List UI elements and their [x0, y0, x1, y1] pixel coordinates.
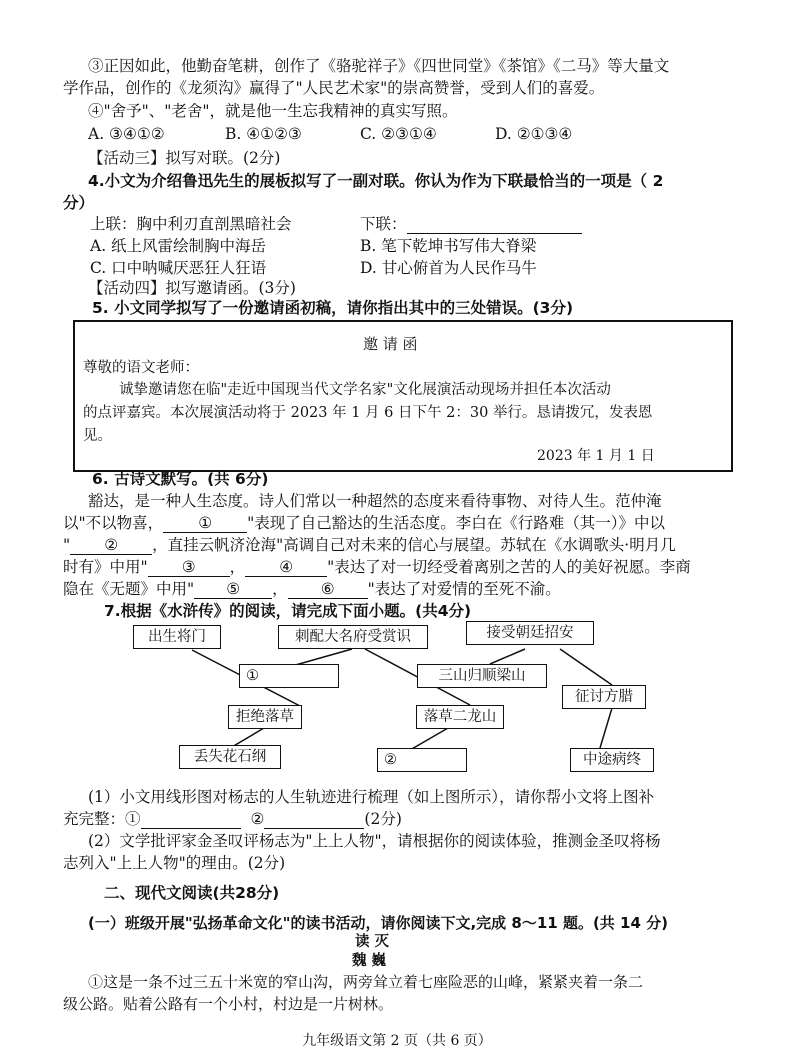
article-title: 读 灭: [355, 933, 390, 950]
q7-answer-2-blank[interactable]: [264, 810, 364, 829]
connector-n6-n11: [600, 708, 612, 748]
q6-line4-text-c: "表达了对一切经受着离别之苦的人的美好祝愿。李商: [327, 558, 691, 576]
q7-sub1-score: (2分): [364, 810, 402, 828]
q4-option-b: B. 笔下乾坤书写伟大脊梁: [360, 237, 537, 255]
page-footer: 九年级语文第 2 页（共 6 页）: [302, 1033, 492, 1049]
q4-option-c: C. 口中呐喊厌恶狂人狂语: [90, 259, 267, 277]
activity3-heading: 【活动三】拟写对联。(2分): [88, 149, 281, 167]
letter-salutation: 尊敬的语文老师：: [83, 360, 199, 376]
q4-stem-line1: 4.小文为介绍鲁迅先生的展板拟写了一副对联。你认为作为下联最恰当的一项是（ 2: [88, 172, 664, 190]
node-accept-amnesty: 接受朝廷招安: [466, 621, 594, 645]
node-campaign-fangla: 征讨方腊: [562, 685, 646, 709]
part1-stem: (一）班级开展"弘扬革命文化"的读书活动，请你阅读下文,完成 8～11 题。(共 14 分): [88, 914, 668, 932]
q6-line5-text-a: 隐在《无题》中用": [63, 580, 195, 598]
q3-sentence3-line2: 学作品，创作的《龙须沟》赢得了"人民艺术家"的崇高赞誉，受到人们的喜爱。: [63, 79, 605, 97]
node-born-general-family: 出生将门: [133, 625, 221, 649]
node-lost-stone-convoy: 丢失花石纲: [179, 745, 281, 769]
q7-sub1-line1: (1）小文用线形图对杨志的人生轨迹进行梳理（如上图所示），请你帮小文将上图补: [88, 788, 655, 806]
letter-body-line2: 的点评嘉宾。本次展演活动将于 2023 年 1 月 6 日下午 2：30 举行。恳请拨冗，发表恩: [83, 405, 653, 421]
article-p1-line1: ①这是一条不过三五十米宽的窄山沟，两旁耸立着七座险恶的山峰，紧紧夹着一条二: [88, 973, 644, 991]
q4-upper-couplet: 上联：胸中利刃直剖黑暗社会: [90, 215, 292, 233]
q6-blank-3[interactable]: ③: [148, 558, 230, 577]
q6-line3-text-a: ": [63, 536, 71, 554]
connector-n8-n10: [410, 728, 448, 750]
letter-title: 邀 请 函: [363, 335, 418, 353]
q7-stem: 7.根据《水浒传》的阅读，请完成下面小题。(共4分): [104, 602, 472, 620]
q7-answer-1-blank[interactable]: [141, 810, 241, 829]
activity4-heading: 【活动四】拟写邀请函。(3分): [88, 279, 296, 297]
node-three-mountains: 三山归顺梁山: [417, 664, 547, 688]
q7-sub2-line1: (2）文学批评家金圣叹评杨志为"上上人物"，请根据你的阅读体验，推测金圣叹将杨: [88, 832, 661, 850]
q6-blank-5[interactable]: ⑤: [194, 580, 272, 599]
node-refuse-outlaw: 拒绝落草: [228, 705, 302, 729]
q6-line1: 豁达，是一种人生态度。诗人们常以一种超然的态度来看待事物、对待人生。范仲淹: [88, 492, 662, 510]
q6-blank-2[interactable]: ②: [70, 536, 152, 555]
q6-line5-text-b: ，: [272, 580, 288, 598]
q7-sub1-label-1: 充完整：①: [63, 810, 141, 828]
q6-line3-text-b: ，直挂云帆济沧海"高调自己对未来的信心与展望。苏轼在《水调歌头·明月几: [152, 536, 676, 554]
node-blank-2[interactable]: ②: [377, 748, 467, 772]
q3-option-a: A. ③④①②: [88, 125, 165, 143]
letter-date: 2023 年 1 月 1 日: [537, 448, 655, 464]
q7-sub1-label-2: ②: [250, 810, 265, 828]
q4-lower-label: 下联：: [360, 215, 407, 233]
q6-blank-1[interactable]: ①: [163, 514, 247, 533]
q6-line5-text-c: "表达了对爱情的至死不渝。: [367, 580, 561, 598]
q4-stem-line2: 分）: [63, 194, 95, 212]
node-blank-1[interactable]: ①: [239, 664, 339, 688]
letter-body-line3: 见。: [83, 428, 112, 444]
q6-blank-4[interactable]: ④: [245, 558, 327, 577]
q3-sentence4: ④"舍予"、"老舍"，就是他一生忘我精神的真实写照。: [88, 102, 458, 120]
q6-line4-text-b: ，: [229, 558, 246, 576]
q7-sub2-line2: 志列入"上上人物"的理由。(2分): [63, 854, 286, 872]
article-author: 魏 巍: [352, 952, 387, 969]
section2-heading: 二、现代文阅读(共28分): [104, 884, 280, 902]
q4-option-d: D. 甘心俯首为人民作马牛: [360, 259, 537, 277]
connector-n3-n6: [560, 649, 612, 685]
node-erlong-mountain: 落草二龙山: [416, 705, 504, 729]
q3-option-b: B. ④①②③: [225, 125, 302, 143]
q6-stem: 6. 古诗文默写。(共 6分): [92, 470, 269, 488]
q5-stem: 5. 小文同学拟写了一份邀请函初稿，请你指出其中的三处错误。(3分): [92, 299, 574, 317]
q6-line2-text-a: 以"不以物喜，: [63, 514, 164, 532]
letter-body-line1: 诚挚邀请您在临"走近中国现当代文学名家"文化展演活动现场并担任本次活动: [119, 382, 611, 398]
q4-option-a: A. 纸上风雷绘制胸中海岳: [90, 237, 267, 255]
q6-line2-text-b: "表现了自己豁达的生活态度。李白在《行路难（其一）》中以: [247, 514, 666, 532]
node-died-en-route: 中途病终: [570, 748, 654, 772]
q3-sentence3-line1: ③正因如此，他勤奋笔耕，创作了《骆驼祥子》《四世同堂》《茶馆》《二马》等大量文: [88, 57, 670, 75]
node-exiled-daming: 刺配大名府受赏识: [278, 625, 428, 649]
q7-sub1-line2: [63, 809, 402, 829]
q6-blank-6[interactable]: ⑥: [288, 580, 368, 599]
article-p1-line2: 级公路。贴着公路有一个小村，村边是一片树林。: [63, 995, 394, 1013]
connector-n3-n5: [490, 649, 525, 664]
q3-option-c: C. ②③①④: [360, 125, 437, 143]
q6-line4-text-a: 时有》中用": [63, 558, 148, 576]
q3-option-d: D. ②①③④: [495, 125, 573, 143]
